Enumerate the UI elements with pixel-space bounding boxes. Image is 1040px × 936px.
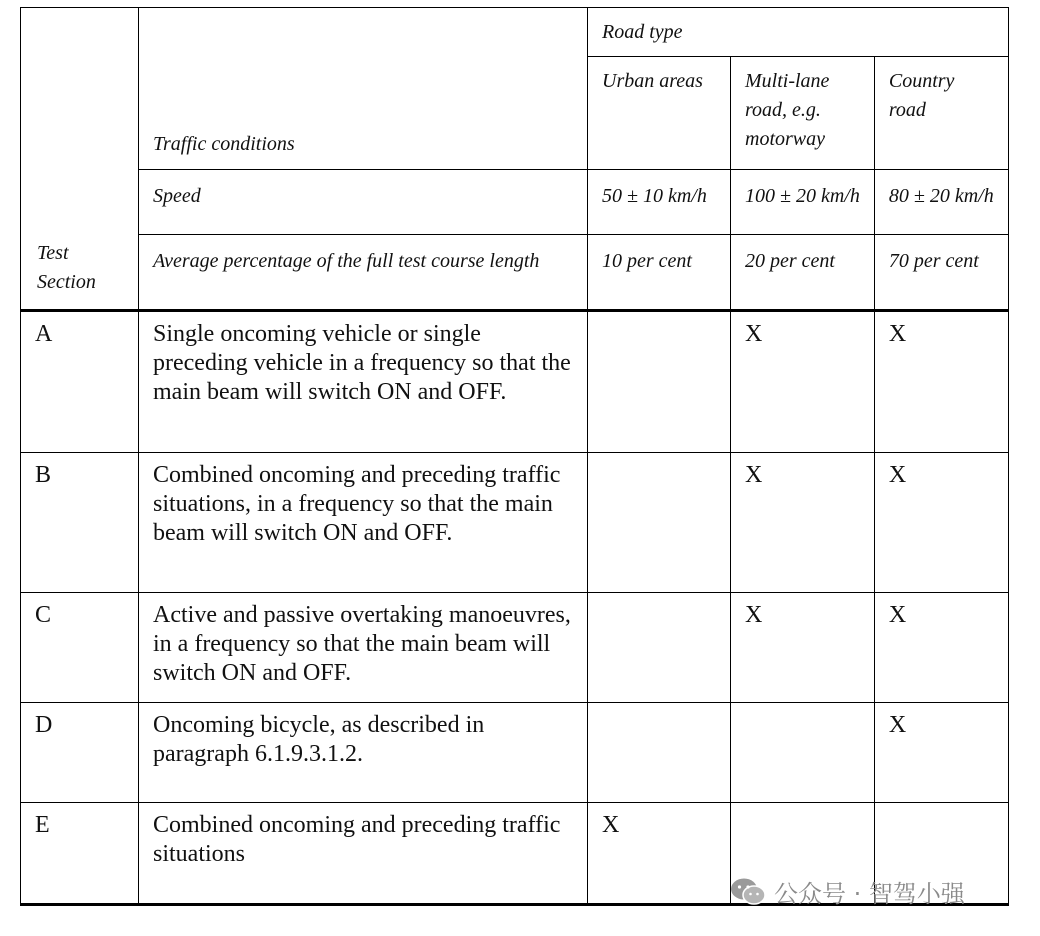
table-row [21, 593, 1009, 703]
condition-text: Oncoming bicycle, as described in paragraph 6.1.9.3.1.2. [153, 712, 485, 767]
section-cell [21, 453, 139, 593]
section-cell [21, 803, 139, 905]
test-section-header-cell [21, 8, 139, 311]
condition-text: Single oncoming vehicle or single preceding vehicle in a frequency so that the main beam will switch ON and OFF. [153, 321, 571, 405]
section-label: C [35, 602, 52, 628]
urban-mark-cell [588, 593, 731, 703]
section-cell [21, 311, 139, 453]
multilane-mark: X [745, 462, 763, 488]
road-type-header-cell [588, 8, 1009, 57]
country-mark-cell [874, 453, 1008, 593]
section-label: E [35, 812, 50, 838]
test-section-header: Test Section [37, 242, 96, 293]
multilane-mark-cell [731, 593, 875, 703]
multilane-mark-cell [731, 453, 875, 593]
urban-mark-cell [588, 453, 731, 593]
urban-mark: X [602, 812, 620, 838]
multilane-mark [731, 803, 874, 811]
urban-header: Urban areas [602, 70, 703, 92]
urban-mark [588, 593, 730, 601]
country-mark-cell [874, 311, 1008, 453]
condition-text: Combined oncoming and preceding traffic situations, in a frequency so that the main beam will switch ON and OFF. [153, 462, 561, 546]
avg-multilane-cell [731, 235, 875, 311]
avg-label: Average percentage of the full test course length [153, 250, 540, 272]
condition-cell [139, 803, 588, 905]
country-mark: X [888, 712, 907, 738]
speed-multilane-cell [731, 170, 875, 235]
country-header-cell [874, 57, 1008, 170]
country-mark: X [888, 321, 907, 347]
urban-mark [588, 312, 730, 320]
watermark [730, 874, 965, 909]
urban-mark [588, 453, 730, 461]
multilane-mark-cell [731, 703, 875, 803]
urban-mark [588, 703, 730, 711]
section-label: A [35, 321, 53, 347]
country-header: Country road [888, 70, 955, 121]
urban-mark-cell [588, 703, 731, 803]
avg-urban-cell [588, 235, 731, 311]
section-cell [21, 703, 139, 803]
speed-label-cell [139, 170, 588, 235]
condition-cell [139, 703, 588, 803]
country-mark-cell [874, 703, 1008, 803]
condition-cell [139, 593, 588, 703]
section-cell [21, 593, 139, 703]
avg-urban: 10 per cent [602, 250, 692, 272]
condition-cell [139, 311, 588, 453]
country-mark [875, 803, 1008, 811]
watermark-text: 公众号 · 智驾小强 [774, 880, 965, 908]
road-type-header: Road type [602, 21, 683, 43]
table-row [21, 703, 1009, 803]
country-mark: X [888, 602, 907, 628]
speed-urban: 50 ± 10 km/h [602, 185, 707, 207]
table-row [21, 453, 1009, 593]
traffic-conditions-header-cell [139, 8, 588, 170]
table-row [21, 311, 1009, 453]
condition-cell [139, 453, 588, 593]
country-mark: X [888, 462, 907, 488]
condition-text: Active and passive overtaking manoeuvres, in a frequency so that the main beam will switch ON and OFF. [153, 602, 571, 686]
multilane-header: Multi-lane road, e.g. motorway [745, 70, 830, 150]
country-mark-cell [874, 593, 1008, 703]
urban-mark-cell [588, 311, 731, 453]
urban-mark-cell [588, 803, 731, 905]
speed-country: 80 ± 20 km/h [888, 185, 994, 207]
section-label: B [35, 462, 52, 488]
wechat-icon [730, 877, 766, 907]
section-label: D [35, 712, 53, 738]
avg-multilane: 20 per cent [745, 250, 835, 272]
multilane-mark: X [745, 602, 763, 628]
multilane-mark-cell [731, 311, 875, 453]
multilane-mark: X [745, 321, 763, 347]
condition-text: Combined oncoming and preceding traffic situations [153, 812, 561, 867]
multilane-mark [731, 703, 874, 711]
avg-country-cell [874, 235, 1008, 311]
urban-header-cell [588, 57, 731, 170]
avg-label-cell [139, 235, 588, 311]
avg-country: 70 per cent [888, 250, 979, 272]
speed-label: Speed [153, 185, 201, 207]
multilane-header-cell [731, 57, 875, 170]
speed-multilane: 100 ± 20 km/h [745, 185, 860, 207]
test-conditions-table [20, 7, 1009, 906]
speed-urban-cell [588, 170, 731, 235]
speed-country-cell [874, 170, 1008, 235]
traffic-conditions-header: Traffic conditions [153, 133, 295, 155]
